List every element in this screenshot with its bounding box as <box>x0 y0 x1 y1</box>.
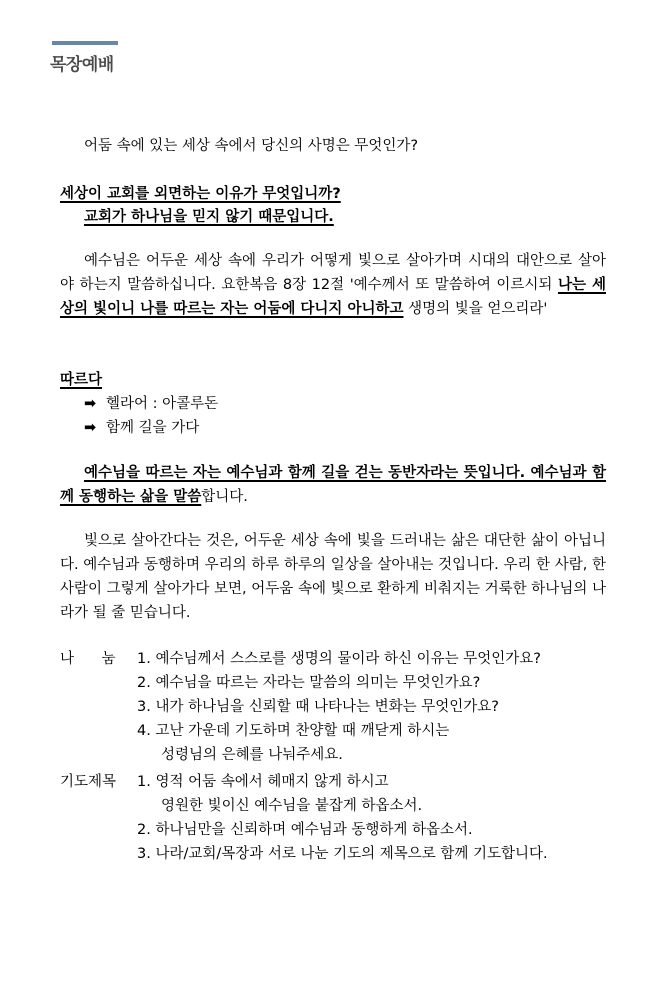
prayer-item <box>137 820 473 840</box>
prayer-item <box>137 772 389 792</box>
page-title: 목장예배 <box>50 55 114 75</box>
arrow-right-icon: ➡ <box>84 420 97 436</box>
paragraph-light: 빛으로 살아간다는 것은, 어두운 세상 속에 빛을 드러내는 삶은 대단한 삶이 아닙니다. 예수님과 동행하며 우리의 하루 하루의 일상을 살아내는 것입니다. 우리 한 사람, 한 사람이 그렇게 살아가다 보면, 어두움 속에 빛으로 환하게 비춰지는 거룩한 하나님의 나라가 될 줄 믿습니다. <box>60 533 606 621</box>
heading-answer: 교회가 하나님을 믿지 않기 때문입니다. <box>84 209 334 225</box>
sharing-num: 4. <box>137 723 151 739</box>
para2-emphasis: 예수님을 따르는 자는 예수님과 함께 길을 걷는 동반자라는 뜻입니다. 예수님과 함께 동행하는 삶을 말씀 <box>60 465 606 505</box>
sharing-num: 2. <box>137 675 151 691</box>
sharing-text: 예수님을 따르는 자라는 말씀의 의미는 무엇인가요? <box>155 675 481 691</box>
prayer-label: 기도제목 <box>60 774 117 790</box>
arrow-right-icon: ➡ <box>84 396 97 412</box>
prayer-num: 3. <box>137 846 151 862</box>
sharing-label: 나 눔 <box>60 651 116 667</box>
sharing-num: 3. <box>137 699 151 715</box>
para1-text: 예수님은 어두운 세상 속에 우리가 어떻게 빛으로 살아가며 시대의 대안으로 살아야 하는지 말씀하십니다. 요한복음 8장 12절 '예수께서 또 말씀하여 이르시되 <box>60 253 606 293</box>
prayer-item <box>137 844 548 864</box>
header-accent-bar <box>52 41 118 45</box>
sharing-text: 예수님께서 스스로를 생명의 물이라 하신 이유는 무엇인가요? <box>155 651 541 667</box>
sharing-item <box>137 649 541 669</box>
paragraph-companion <box>60 461 606 509</box>
para2-tail: 합니다. <box>201 489 248 505</box>
follow-item <box>84 418 199 438</box>
opening-question: 어둠 속에 있는 세상 속에서 당신의 사명은 무엇인가? <box>84 138 419 154</box>
sharing-item-cont: 성령님의 은혜를 나눠주세요. <box>161 747 343 763</box>
follow-item-text: 함께 길을 가다 <box>106 420 200 436</box>
sharing-text: 내가 하나님을 신뢰할 때 나타나는 변화는 무엇인가요? <box>155 699 499 715</box>
follow-title: 따르다 <box>60 372 103 388</box>
prayer-num: 1. <box>137 774 151 790</box>
prayer-num: 2. <box>137 822 151 838</box>
sharing-item <box>137 673 480 693</box>
prayer-text: 영적 어둠 속에서 헤매지 않게 하시고 <box>155 774 389 790</box>
sharing-text: 고난 가운데 기도하며 찬양할 때 깨닫게 하시는 <box>155 723 450 739</box>
prayer-text: 나라/교회/목장과 서로 나눈 기도의 제목으로 함께 기도합니다. <box>155 846 548 862</box>
heading-question: 세상이 교회를 외면하는 이유가 무엇입니까? <box>60 186 341 202</box>
paragraph-john-8-12 <box>60 249 606 321</box>
para1-tail: 생명의 빛을 얻으리라' <box>403 301 548 317</box>
sharing-item <box>137 721 449 741</box>
follow-item-text: 헬라어 : 아콜루돈 <box>106 396 219 412</box>
sharing-num: 1. <box>137 651 151 667</box>
prayer-item-cont: 영원한 빛이신 예수님을 붙잡게 하옵소서. <box>161 798 423 814</box>
sharing-item <box>137 697 499 717</box>
prayer-text: 하나님만을 신뢰하며 예수님과 동행하게 하옵소서. <box>155 822 473 838</box>
follow-item <box>84 394 218 414</box>
para1-emphasis: 나는 세상의 빛이니 나를 따르는 자는 어둠에 다니지 아니하고 <box>60 277 606 317</box>
